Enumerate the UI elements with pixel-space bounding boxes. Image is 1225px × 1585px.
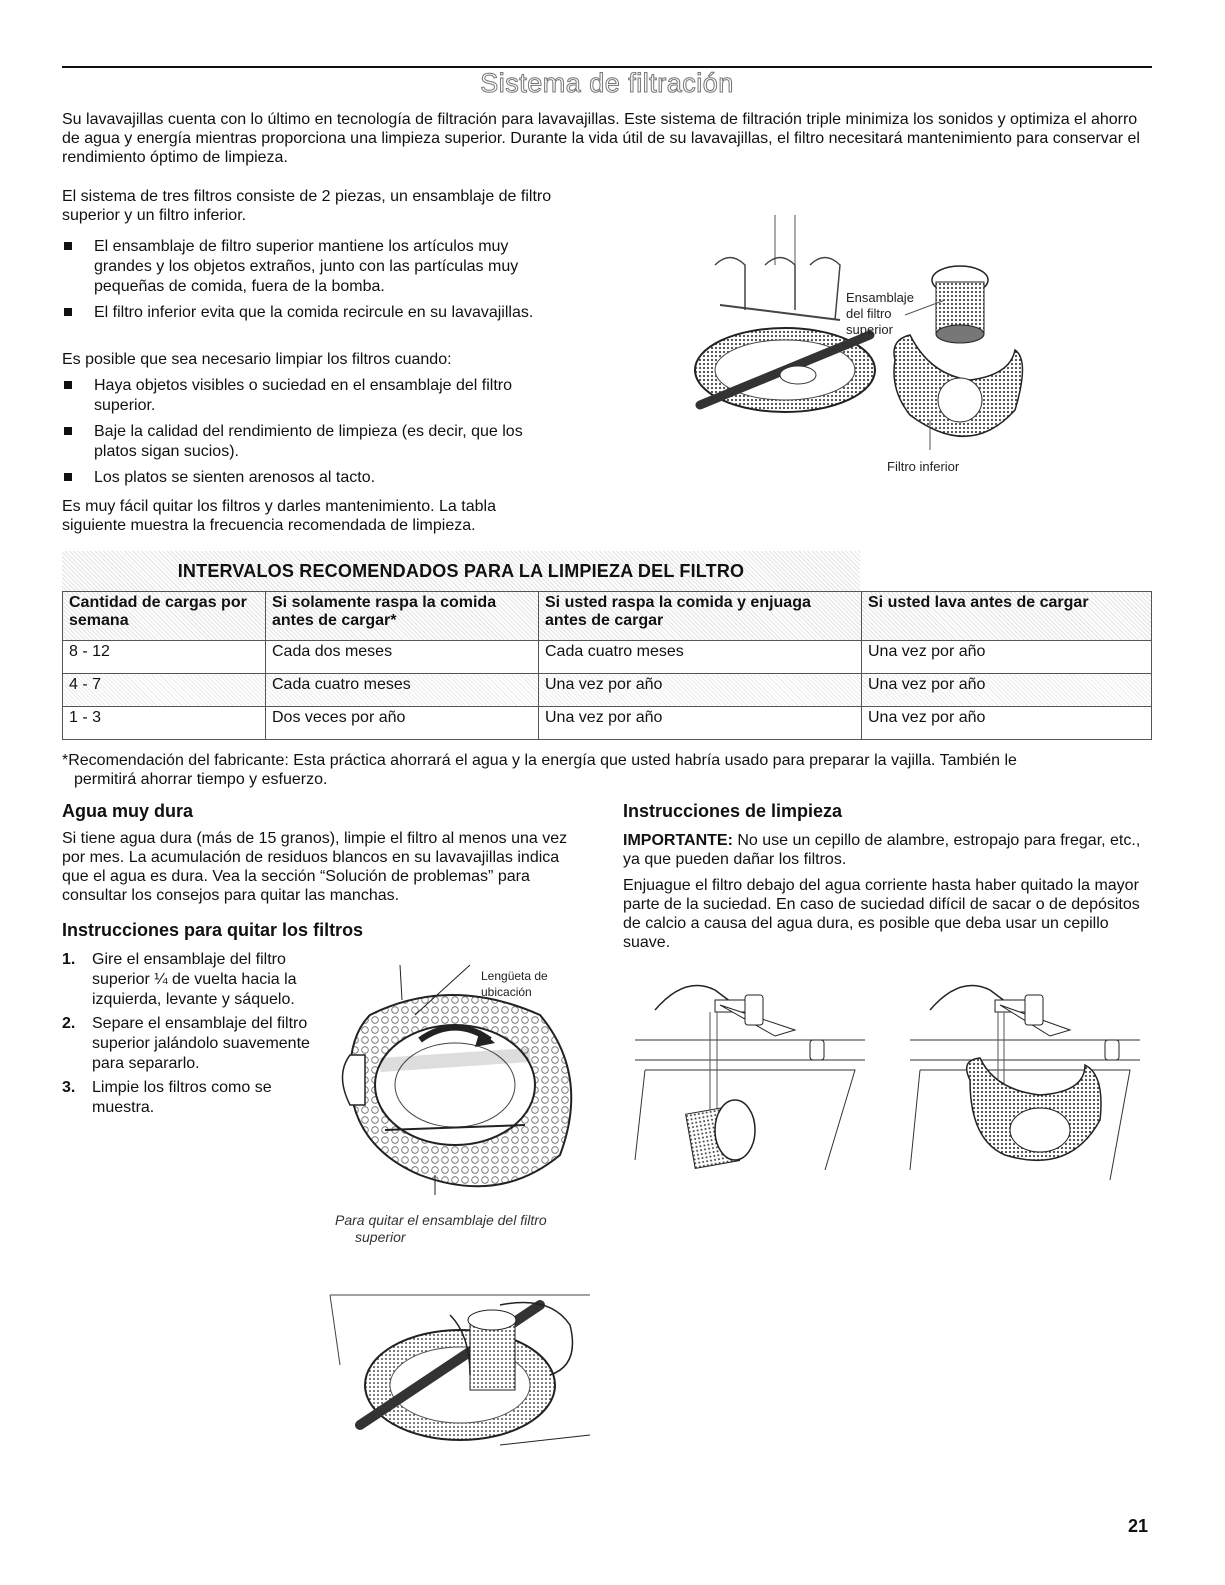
label-line: ubicación [481, 985, 532, 999]
list-item [62, 1078, 312, 1118]
important-text: No use un cepillo de alambre, estropajo para fregar, etc., ya que pueden dañar los filtros. [623, 832, 1141, 868]
step-number: 1. [62, 951, 76, 968]
table-cell: Una vez por año [862, 674, 1152, 707]
table-row [63, 674, 1152, 707]
manufacturer-note [62, 751, 1152, 789]
label-line: Lengüeta de [481, 969, 548, 983]
system-bullet-list [62, 237, 542, 329]
table-header: Si usted lava antes de cargar [862, 592, 1152, 641]
caption-line: Para quitar el ensamblaje del filtro [335, 1212, 547, 1228]
rinse-upper-filter-illustration [625, 970, 875, 1170]
easy-maintenance-text: Es muy fácil quitar los filtros y darles mantenimiento. La tabla siguiente muestra la frecuencia recomendada de limpieza. [62, 498, 496, 534]
note-line: permitirá ahorrar tiempo y esfuerzo. [74, 771, 328, 788]
table-header: Si solamente raspa la comida antes de cargar* [266, 592, 539, 641]
label-line: superior [846, 322, 893, 337]
table-cell: Una vez por año [539, 674, 862, 707]
intro-paragraph: Su lavavajillas cuenta con lo último en tecnología de filtración para lavavajillas. Este sistema de filtración triple minimiza los sonidos y optimiza el ahorro de agua y energía mientras proporciona una limpieza superior. Durante la vida útil de su lavavajillas, el filtro necesitará mantenimiento para conservar el rendimiento óptimo de limpieza. [62, 111, 1140, 166]
step-text: Limpie los filtros como se muestra. [92, 1079, 272, 1116]
table-cell: 8 - 12 [63, 641, 266, 674]
table-cell: Dos veces por año [266, 707, 539, 740]
page-title: Sistema de filtración [480, 68, 734, 98]
page-number: 21 [1128, 1516, 1149, 1536]
list-item: Haya objetos visibles o suciedad en el ensamblaje del filtro superior. [62, 376, 542, 416]
table-cell: Cada cuatro meses [266, 674, 539, 707]
remove-steps-list [62, 950, 312, 1122]
step-number: 2. [62, 1015, 76, 1032]
table-cell: Una vez por año [539, 707, 862, 740]
table-cell: 1 - 3 [63, 707, 266, 740]
cleaning-heading: Instrucciones de limpieza [623, 801, 843, 821]
table-header: Si usted raspa la comida y enjuaga antes de cargar [539, 592, 862, 641]
table-cell: 4 - 7 [63, 674, 266, 707]
remove-figure-caption [335, 1212, 547, 1246]
label-line: Ensamblaje [846, 290, 914, 305]
clean-bullet-list [62, 376, 542, 494]
list-item [62, 1014, 312, 1074]
caption-line: superior [355, 1229, 406, 1245]
table-cell: Una vez por año [862, 641, 1152, 674]
filter-system-illustration [670, 210, 1040, 470]
locating-tab-label [481, 968, 548, 1000]
table-header: Cantidad de cargas por semana [63, 592, 266, 641]
table-row [63, 641, 1152, 674]
separate-filter-illustration [320, 1265, 600, 1455]
table-title: INTERVALOS RECOMENDADOS PARA LA LIMPIEZA DEL FILTRO [62, 551, 860, 591]
important-label: IMPORTANTE: [623, 832, 733, 849]
step-text: Separe el ensamblaje del filtro superior jalándolo suavemente para separarlo. [92, 1015, 310, 1072]
list-item: El filtro inferior evita que la comida recircule en su lavavajillas. [62, 303, 542, 323]
step-text: Gire el ensamblaje del filtro superior ¼ de vuelta hacia la izquierda, levante y sáquelo. [92, 951, 297, 1008]
table-row [63, 707, 1152, 740]
upper-filter-label [846, 290, 914, 338]
important-note [623, 831, 1153, 869]
table-cell: Una vez por año [862, 707, 1152, 740]
clean-when-text: Es posible que sea necesario limpiar los filtros cuando: [62, 351, 452, 368]
rinse-lower-filter-illustration [900, 970, 1150, 1185]
list-item: Baje la calidad del rendimiento de limpieza (es decir, que los platos sigan sucios). [62, 422, 542, 462]
cleaning-text: Enjuague el filtro debajo del agua corriente hasta haber quitado la mayor parte de la suciedad. En caso de suciedad difícil de sacar o de depósitos de calcio a causa del agua dura, es posible que deba usar un cepillo suave. [623, 877, 1140, 951]
label-line: del filtro [846, 306, 892, 321]
note-line: *Recomendación del fabricante: Esta práctica ahorrará el agua y la energía que usted habría usado para preparar la vajilla. También le [62, 752, 1017, 769]
cleaning-interval-table [62, 591, 1152, 740]
table-cell: Cada cuatro meses [539, 641, 862, 674]
table-cell: Cada dos meses [266, 641, 539, 674]
list-item [62, 950, 312, 1010]
remove-filters-heading: Instrucciones para quitar los filtros [62, 920, 364, 940]
hard-water-text: Si tiene agua dura (más de 15 granos), limpie el filtro al menos una vez por mes. La acumulación de residuos blancos en su lavavajillas indica que el agua es dura. Vea la sección “Solución de problemas” para consultar los consejos para quitar las manchas. [62, 830, 568, 904]
system-description: El sistema de tres filtros consiste de 2 piezas, un ensamblaje de filtro superior y un filtro inferior. [62, 188, 552, 224]
lower-filter-label: Filtro inferior [887, 459, 960, 474]
hard-water-heading: Agua muy dura [62, 801, 194, 821]
remove-filter-illustration [330, 955, 590, 1200]
step-number: 3. [62, 1079, 76, 1096]
list-item: Los platos se sienten arenosos al tacto. [62, 468, 542, 488]
table-header-row [63, 592, 1152, 641]
list-item: El ensamblaje de filtro superior mantiene los artículos muy grandes y los objetos extraños, junto con las partículas muy pequeñas de comida, fuera de la bomba. [62, 237, 542, 297]
